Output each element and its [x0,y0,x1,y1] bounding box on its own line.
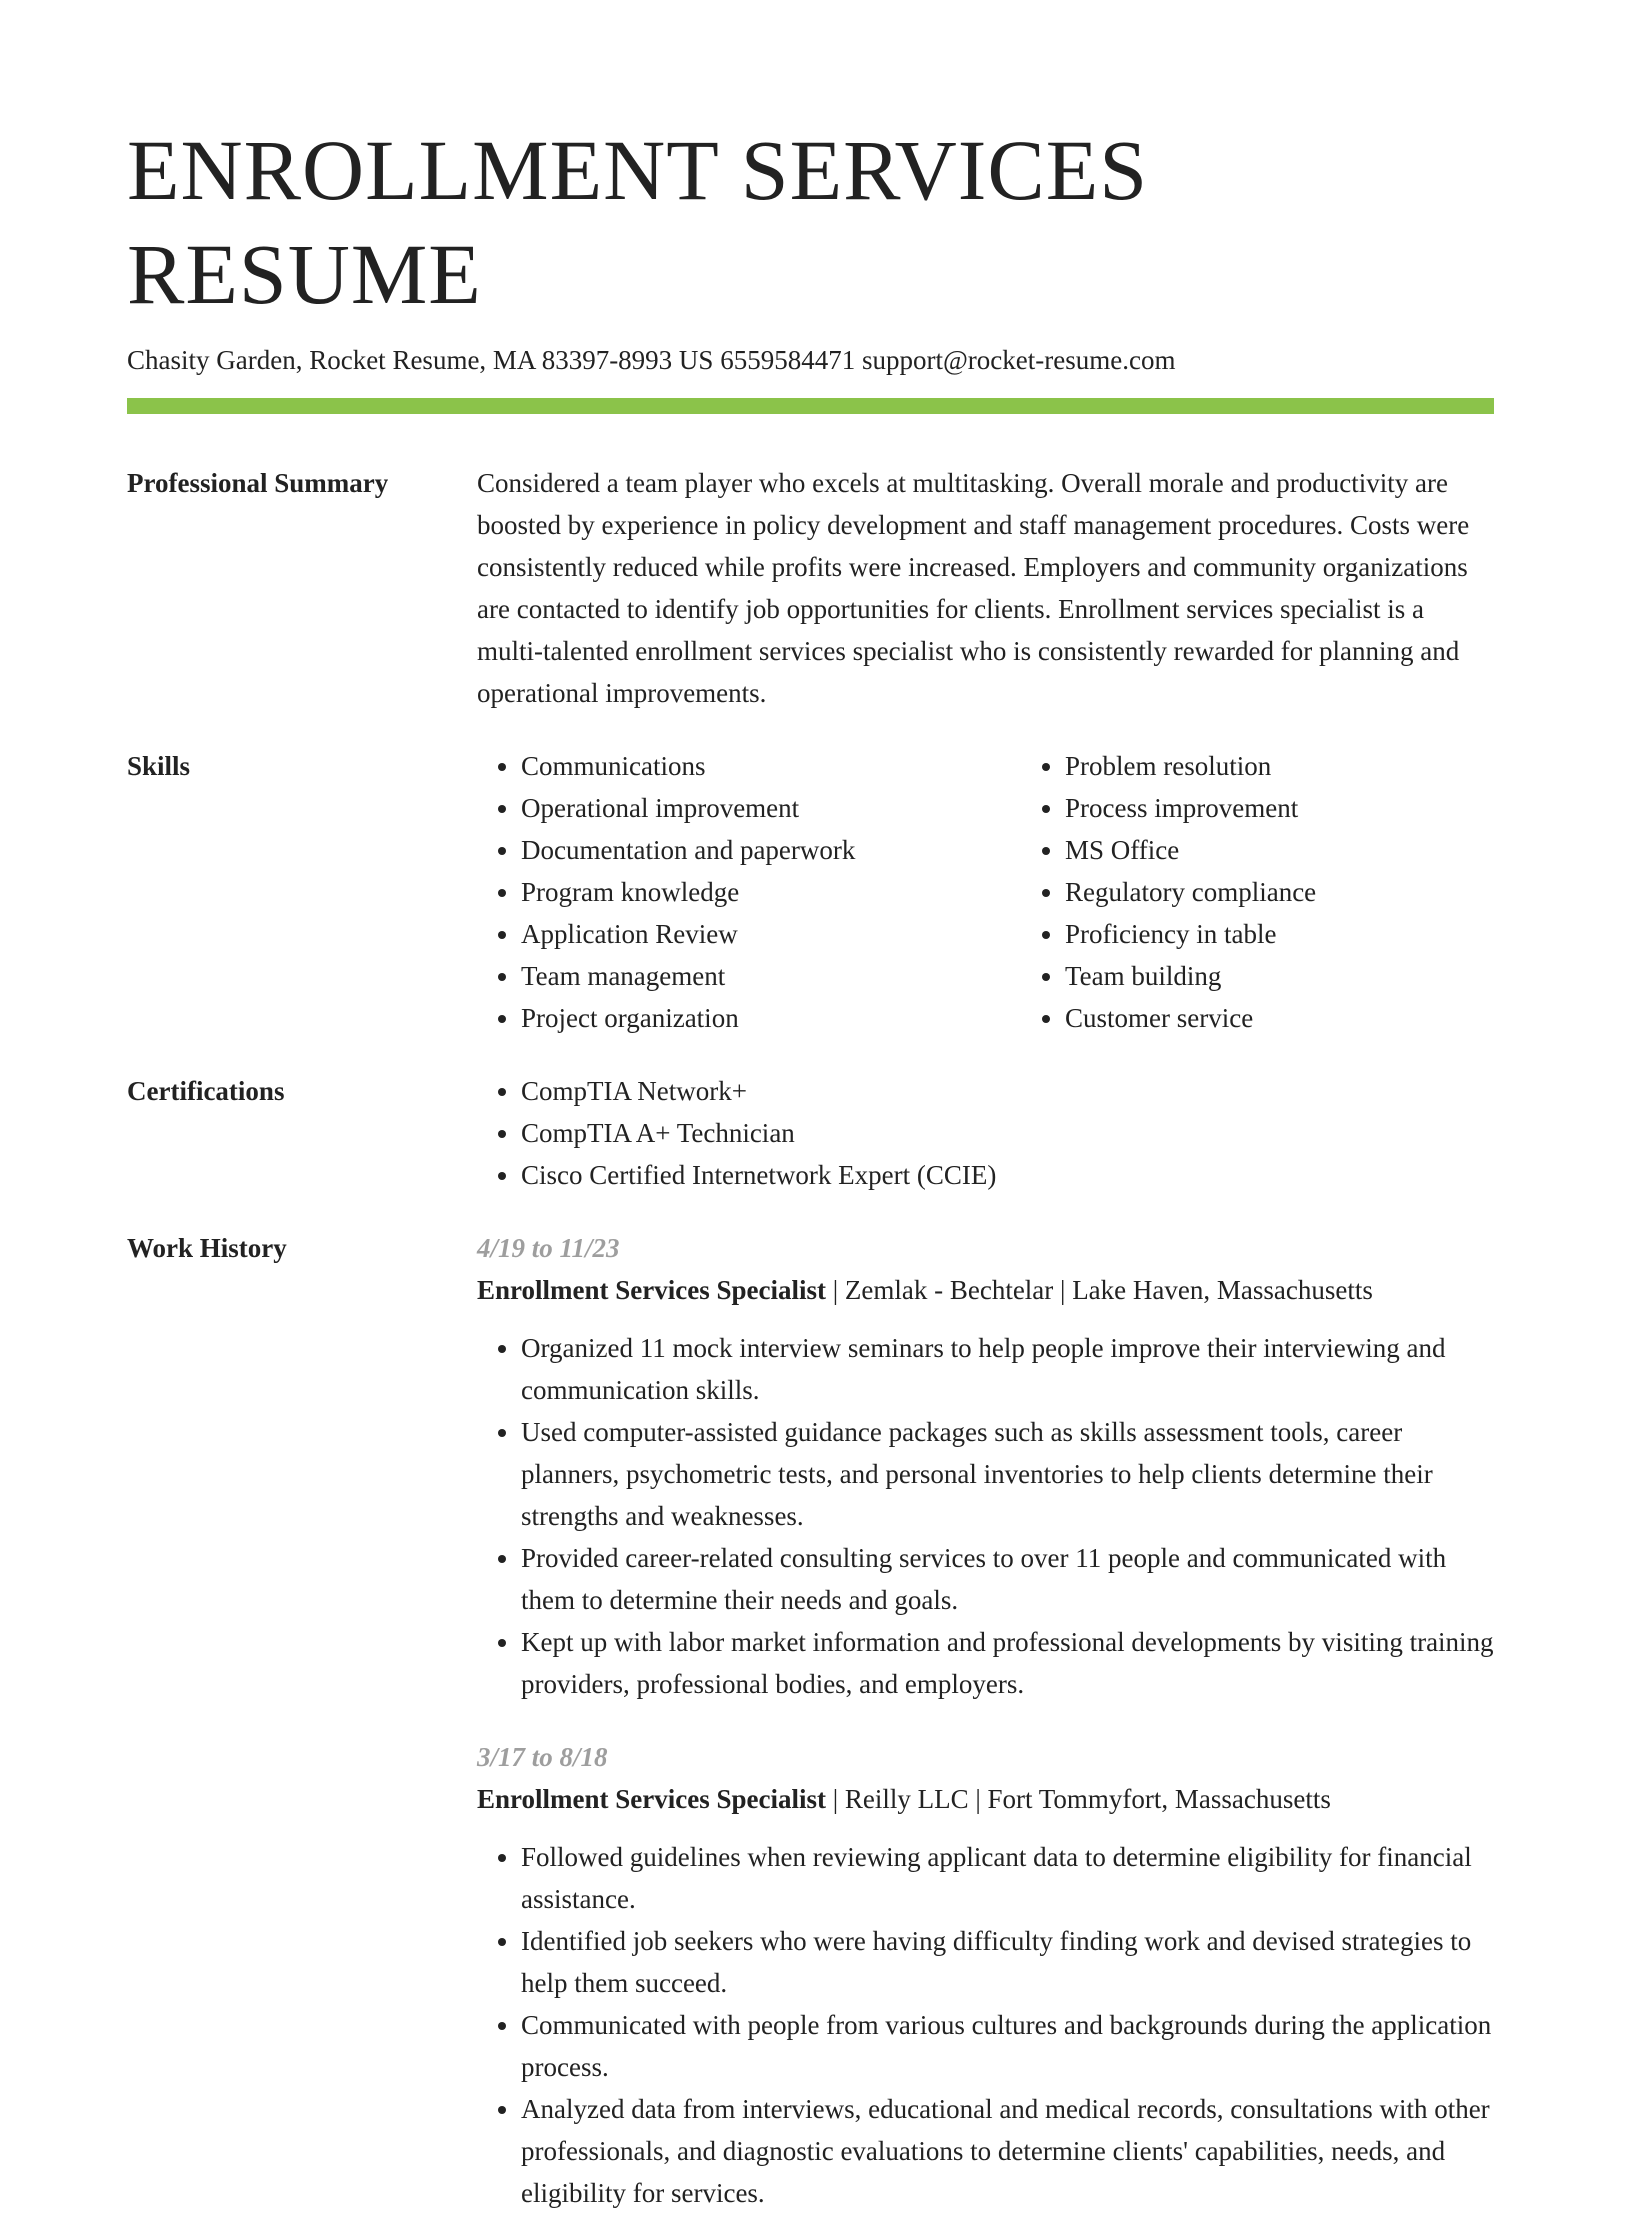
summary-text: Considered a team player who excels at multitasking. Overall morale and productivity are boosted by experience in policy development and staff management procedures. Costs were consistently reduced while profits were increased. Employers and community organizations are contacted to identify job opportunities for clients. Enrollment services specialist is a multi-talented enrollment services specialist who is consistently rewarded for planning and operational improvements. [477,468,1470,708]
job-bullet: • Analyzed data from interviews, educational and medical records, consultations with other professionals, and diagnostic evaluations to determine clients' capabilities, needs, and eligibility for services. [521,2088,1494,2214]
certifications-list [477,1070,1494,1196]
certification-item: • Cisco Certified Internetwork Expert (CCIE) [521,1154,1494,1196]
skills-list-right [1021,745,1565,1039]
skill-item: • Problem resolution [1065,745,1565,787]
certifications-heading: Certifications [127,1076,285,1106]
job-entry [477,1227,1494,1705]
skills-section [127,745,1494,1039]
skill-item: • MS Office [1065,829,1565,871]
job-employer-location: | Zemlak - Bechtelar | Lake Haven, Massachusetts [825,1275,1373,1305]
skill-item: • Regulatory compliance [1065,871,1565,913]
job-bullets [477,1327,1494,1705]
job-bullet: • Communicated with people from various cultures and backgrounds during the application process. [521,2004,1494,2088]
accent-divider [127,398,1494,414]
skill-item: • Program knowledge [521,871,1021,913]
certification-item: • CompTIA Network+ [521,1070,1494,1112]
summary-heading: Professional Summary [127,468,389,498]
job-dates: 3/17 to 8/18 [477,1742,608,1772]
job-dates: 4/19 to 11/23 [477,1233,620,1263]
job-heading [477,1269,1494,1311]
contact-line: Chasity Garden, Rocket Resume, MA 83397-8993 US 6559584471 support@rocket-resume.com [127,345,1176,375]
skill-item: • Customer service [1065,997,1565,1039]
resume-page [127,118,1494,2214]
job-title: Enrollment Services Specialist [477,1275,826,1305]
job-bullet: • Used computer-assisted guidance packages such as skills assessment tools, career planners, psychometric tests, and personal inventories to help clients determine their strengths and weaknesses. [521,1411,1494,1537]
skill-item: • Team building [1065,955,1565,997]
job-entry [477,1736,1494,2214]
skill-item: • Application Review [521,913,1021,955]
certifications-section [127,1070,1494,1196]
skills-heading: Skills [127,751,191,781]
summary-section [127,462,1494,714]
job-heading [477,1778,1494,1820]
skill-item: • Documentation and paperwork [521,829,1021,871]
job-title: Enrollment Services Specialist [477,1784,826,1814]
skill-item: • Team management [521,955,1021,997]
skill-item: • Operational improvement [521,787,1021,829]
job-bullet: • Followed guidelines when reviewing applicant data to determine eligibility for financial assistance. [521,1836,1494,1920]
job-bullet: • Identified job seekers who were having difficulty finding work and devised strategies to help them succeed. [521,1920,1494,2004]
skill-item: • Process improvement [1065,787,1565,829]
skills-list-left [477,745,1021,1039]
job-bullets [477,1836,1494,2214]
work-history-section [127,1227,1494,2214]
job-employer-location: | Reilly LLC | Fort Tommyfort, Massachusetts [825,1784,1331,1814]
skill-item: • Communications [521,745,1021,787]
job-bullet: • Kept up with labor market information and professional developments by visiting training providers, professional bodies, and employers. [521,1621,1494,1705]
work-history-heading: Work History [127,1233,287,1263]
job-bullet: • Organized 11 mock interview seminars to help people improve their interviewing and communication skills. [521,1327,1494,1411]
skill-item: • Proficiency in table [1065,913,1565,955]
skill-item: • Project organization [521,997,1021,1039]
certification-item: • CompTIA A+ Technician [521,1112,1494,1154]
job-bullet: • Provided career-related consulting services to over 11 people and communicated with them to determine their needs and goals. [521,1537,1494,1621]
resume-title: ENROLLMENT SERVICES RESUME [127,122,1149,322]
